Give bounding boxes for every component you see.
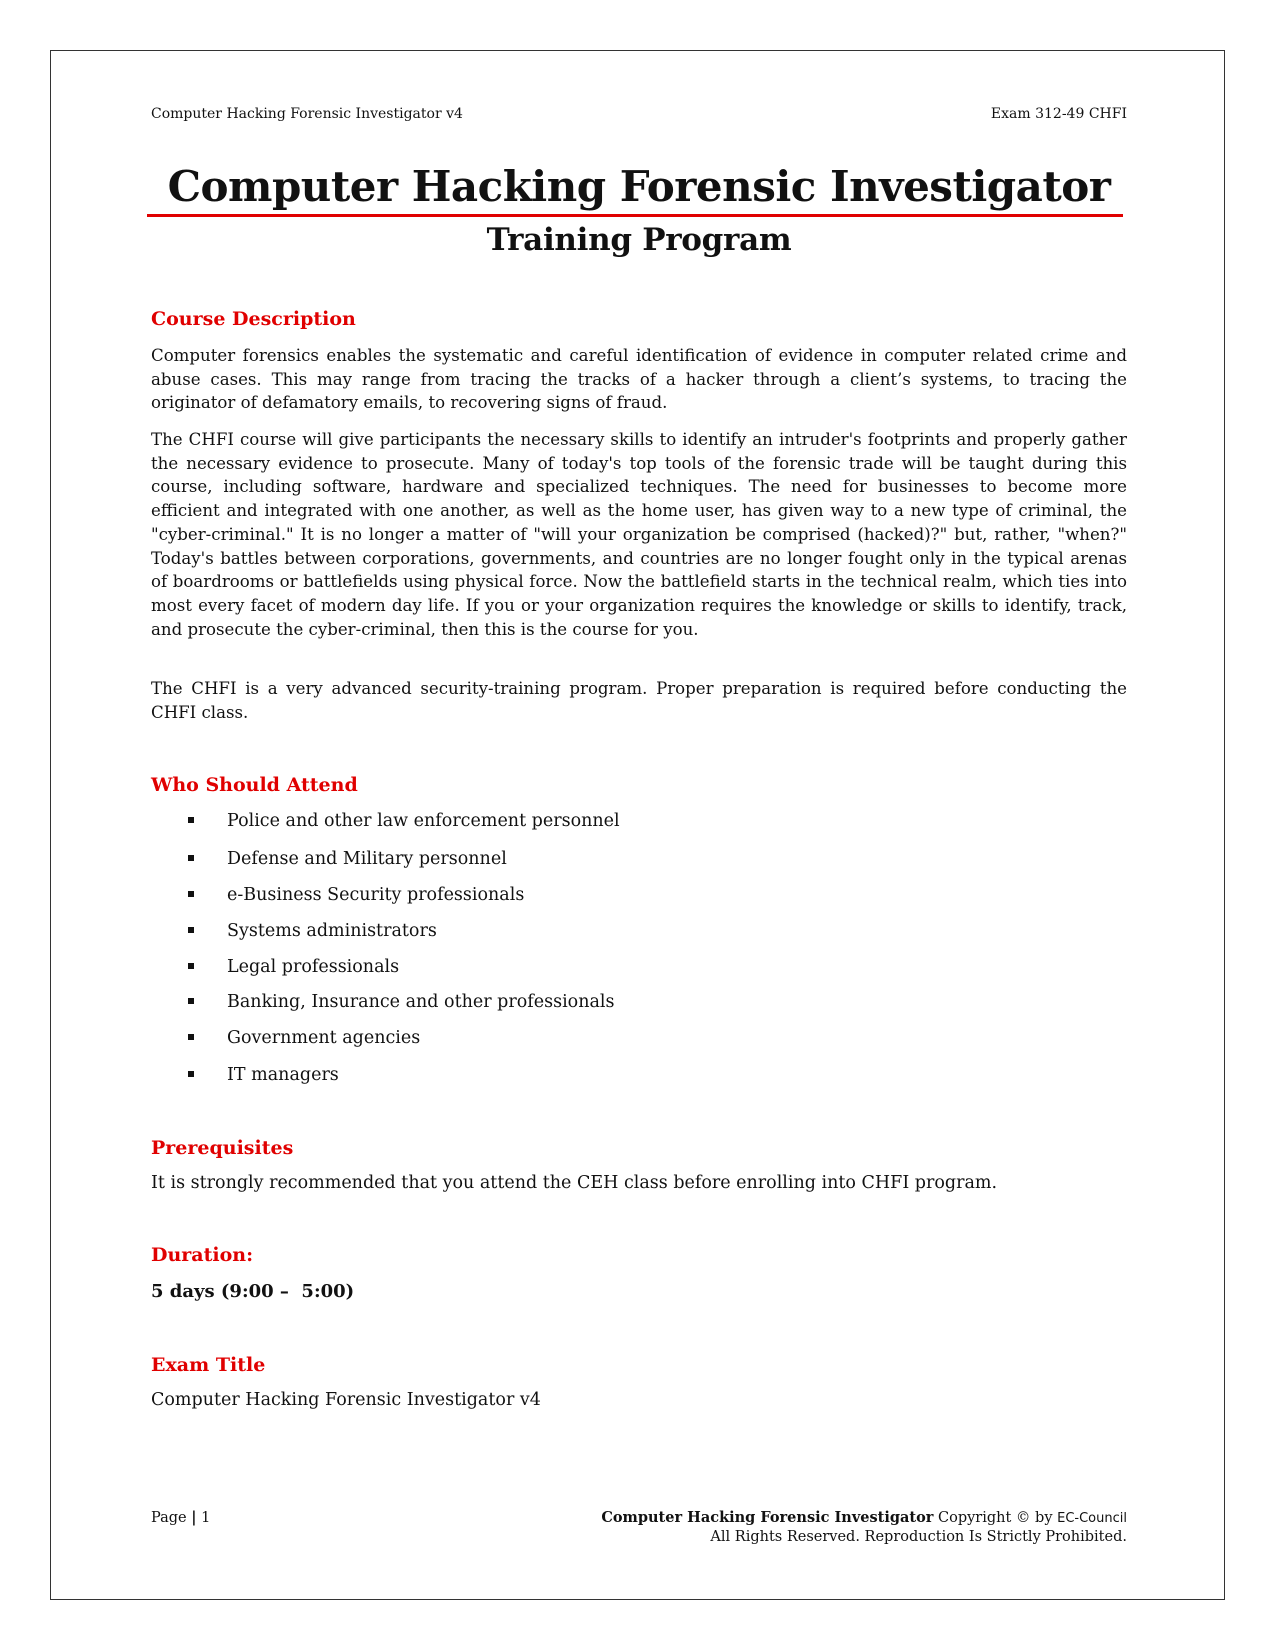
bullet-icon <box>188 927 194 933</box>
duration-text: 5 days (9:00 – 5:00) <box>151 1281 355 1302</box>
duration-heading: Duration: <box>151 1244 254 1266</box>
bullet-icon <box>188 817 194 823</box>
page-subtitle: Training Program <box>486 222 792 258</box>
course-description-paragraph-1: Computer forensics enables the systematic and careful identification of evidence in computer related crime and abuse cases. This may range from tracing the tracks of a hacker through a client’s systems, to tracing the originator of defamatory emails, to recovering signs of fraud. <box>151 346 1127 413</box>
prerequisites-text: It is strongly recommended that you attend the CEH class before enrolling into CHFI program. <box>151 1173 998 1193</box>
bullet-icon <box>188 963 194 969</box>
list-item: Defense and Military personnel <box>188 847 507 871</box>
exam-title-heading: Exam Title <box>151 1354 266 1376</box>
page-title: Computer Hacking Forensic Investigator <box>167 162 1111 211</box>
bullet-icon <box>188 1034 194 1040</box>
course-description-paragraph-2: The CHFI course will give participants the necessary skills to identify an intruder's footprints and properly gather the necessary evidence to prosecute. Many of today's top tools of the forensic trade will be taught during this course, including software, hardware and specialized techniques. The need for businesses to become more efficient and integrated with one another, as well as the home user, has given way to a new type of criminal, the "cyber-criminal." It is no longer a matter of "will your organization be comprised (hacked)?" but, rather, "when?" Today's battles between corporations, governments, and countries are no longer fought only in the typical arenas of boardrooms or battlefields using physical force. Now the battlefield starts in the technical realm, which ties into most every facet of modern day life. If you or your organization requires the knowledge or skills to identify, track, and prosecute the cyber-criminal, then this is the course for you. <box>151 430 1127 639</box>
page-header <box>151 105 1127 123</box>
list-item: e-Business Security professionals <box>188 883 524 907</box>
course-description-heading: Course Description <box>151 308 356 330</box>
list-item: Government agencies <box>188 1026 420 1050</box>
exam-title-text: Computer Hacking Forensic Investigator v4 <box>151 1390 541 1410</box>
prerequisites-heading: Prerequisites <box>151 1137 294 1159</box>
course-description-paragraph-3: The CHFI is a very advanced security-training program. Proper preparation is required before conducting the CHFI class. <box>151 679 1127 722</box>
bullet-icon <box>188 1071 194 1077</box>
list-item: Police and other law enforcement personnel <box>188 809 620 833</box>
who-should-attend-heading: Who Should Attend <box>151 774 358 796</box>
page-number: Page | 1 <box>151 1509 211 1526</box>
bullet-icon <box>188 891 194 897</box>
footer-copyright: Computer Hacking Forensic Investigator Copyright © by EC-Council All Rights Reserved. Reproduction Is Strictly Prohibited. <box>601 1509 1127 1545</box>
bullet-icon <box>188 998 194 1004</box>
page-footer <box>151 1509 1127 1546</box>
list-item: Systems administrators <box>188 919 437 943</box>
header-left: Computer Hacking Forensic Investigator v4 <box>151 106 463 122</box>
list-item: Legal professionals <box>188 955 399 979</box>
list-item: IT managers <box>188 1063 339 1087</box>
bullet-icon <box>188 855 194 861</box>
list-item: Banking, Insurance and other professionals <box>188 990 615 1014</box>
title-underline <box>147 214 1123 217</box>
header-right: Exam 312-49 CHFI <box>990 106 1127 122</box>
